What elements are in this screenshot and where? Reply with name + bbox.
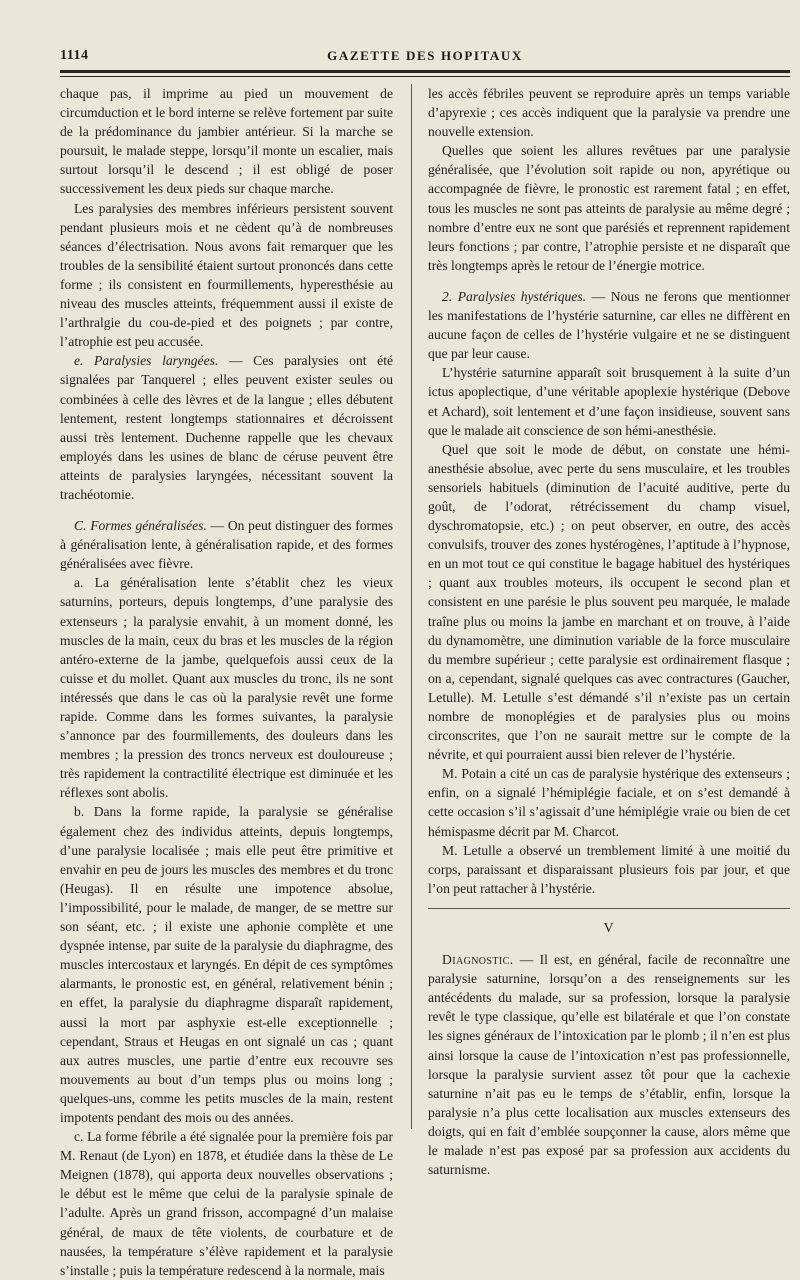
header-rule-thick <box>60 70 790 73</box>
paragraph: 2. Paralysies hystériques. — Nous ne ferons que mentionner les manifestations de l’hystérie saturnine, car elles ne diffèrent en aucune façon de celles de l’hystérie vulgaire et ne se distinguent que par leur cause. <box>428 288 790 362</box>
paragraph: chaque pas, il imprime au pied un mouvement de circumduction et le bord interne se relève fortement par suite de la prédominance du jambier antérieur. Si la marche se poursuit, le malade steppe, lorsqu’il monte un escalier, mais surtout lorsqu’il le descend ; il est obligé de poser successivement les deux pieds sur chaque marche. <box>60 86 393 197</box>
section-heading: Diagnostic. <box>442 952 514 968</box>
paragraph: e. Paralysies laryngées. — Ces paralysies ont été signalées par Tanquerel ; elles peuvent exister seules ou combinées à celle des lèvres et de la langue ; elles débutent lentement, restent longtemps stationnaires et décroissent aussi très lentement. Duchenne rappelle que les chevaux employés dans les usines de blanc de céruse peuvent être atteints de paralysies laryngées, nécessitant souvent la trachéotomie. <box>60 353 394 502</box>
page-header <box>60 44 790 68</box>
right-column <box>428 84 790 1178</box>
left-column <box>60 84 394 1278</box>
paragraph: c. La forme fébrile a été signalée pour la première fois par M. Renaut (de Lyon) en 1878, et étudiée dans la thèse de Le Meignen (1878), qui apporta deux nouvelles observations ; le début est le même que celui de la paralysie spinale de l’adulte. Après un grand frisson, accompagné d’un malaise général, de maux de tête violents, de courbature et de nausées, la température s’élève rapidement et la paralysie s’installe ; puis la température redescend à la normale, mais <box>60 1129 393 1278</box>
paragraph: b. Dans la forme rapide, la paralysie se généralise également chez des individus atteints, depuis longtemps, d’une paralysie localisée ; mais elle peut être primitive et envahir en peu de jours les muscles des membres et du tronc (Heugas). Il en résulte une impotence absolue, l’impossibilité, pour le malade, de manger, de se mettre sur son séant, etc. ; il existe une aphonie complète et une dyspnée intense, par suite de la paralysie du diaphragme, des muscles intercostaux et laryngés. En dépit de ces symptômes alarmants, le pronostic est, en général, relativement bénin ; en effet, la paralysie du diaphragme disparaît rapidement, aussi la mort par asphyxie est-elle exceptionnelle ; cependant, Straus et Heugas en ont signalé un cas ; quant aux autres muscles, une partie d’entre eux recouvre ses mouvements au bout d’un temps plus ou moins long ; quelques-uns, comme les petits muscles de la main, restent impotents pendant des mois ou des années. <box>60 804 393 1125</box>
paragraph: C. Formes généralisées. — On peut distinguer des formes à généralisation lente, à généralisation rapide, et des formes généralisées avec fièvre. <box>60 518 393 572</box>
subsection-heading: 2. Paralysies hystériques. <box>442 288 587 304</box>
journal-title: GAZETTE DES HOPITAUX <box>327 48 523 63</box>
paragraph: Quel que soit le mode de début, on constate une hémi-anesthésie absolue, avec perte du sens musculaire, et les troubles sensoriels habituels (diminution de l’acuité auditive, perte du goût, de l’odorat, rétrécissement du champ visuel, dyschromatopsie, etc.) ; on peut observer, en outre, des accès convulsifs, trouver des zones hystérogènes, l’aptitude à l’hypnose, en un mot tout ce qui constitue le bagage habituel des hystériques ; quant aux troubles moteurs, ils occupent le second plan et consistent en une parésie le plus souvent peu marquée, le malade traîne plus ou moins la jambe en marchant et on trouve, à l’aide du dynamomètre, une diminution variable de la force musculaire du membre supérieur ; cette paralysie est ordinairement flasque ; on a, cependant, signalé quelques cas avec contractures (Gaucher, Letulle). M. Letulle s’est démandé s’il n’existe pas un certain nombre de monoplégies et de paralysies plus ou moins circonscrites, que l’on ne saurait mettre sur le compte de la névrite, et qui pourraient aussi bien relever de l’hystérie. <box>428 441 790 763</box>
paragraph: M. Letulle a observé un tremblement limité à une moitié du corps, paraissant et disparaissant plusieurs fois par jour, et que l’on peut rattacher à l’hystérie. <box>428 842 790 896</box>
paragraph: les accès fébriles peuvent se reproduire après un temps variable d’apyrexie ; ces accès indiquent que la paralysie va prendre une nouvelle extension. <box>428 86 790 140</box>
section-break <box>428 908 790 909</box>
paragraph: Quelles que soient les allures revêtues par une paralysie généralisée, que l’évolution soit rapide ou non, apyrétique ou accompagnée de fièvre, le pronostic est rarement fatal ; en effet, tous les muscles ne sont pas atteints de paralysie au même degré ; nombre d’entre eux ne sont que parésiés et reprennent rapidement leurs fonctions ; par contre, l’atrophie persiste et ne disparaît que très longtemps après le retour de l’énergie motrice. <box>428 143 790 273</box>
paragraph: L’hystérie saturnine apparaît soit brusquement à la suite d’un ictus apoplectique, d’une véritable apoplexie hystérique (Debove et Achard), soit lentement et d’une façon insidieuse, souvent sans que le malade ait conscience de son hémi-anesthésie. <box>428 365 790 438</box>
column-divider <box>411 84 412 1129</box>
paragraph: a. La généralisation lente s’établit chez les vieux saturnins, porteurs, depuis longtemps, d’une paralysie des extenseurs ; la paralysie envahit, à un moment donné, les muscles de la main, ceux du bras et les muscles de la région antéro-externe de la jambe, quelquefois aussi ceux de la cuisse et du mollet. Quant aux muscles du tronc, ils ne sont intéressés que dans le cas où la paralysie revêt une forme rapide. Comme dans les formes suivantes, la paralysie s’annonce par des fourmillements, des douleurs dans les membres ; la pression des troncs nerveux est douloureuse ; très rapidement la contractilité électrique est diminuée et les réflexes sont abolis. <box>60 575 393 801</box>
subsection-heading: C. Formes généralisées. <box>74 518 207 534</box>
page-number: 1114 <box>60 48 89 63</box>
paragraph: Diagnostic. — Il est, en général, facile de reconnaître une paralysie saturnine, lorsqu’on a des renseignements sur les antécédents du malade, sur sa profession, lorsque la paralysie revêt le type classique, qu’elle est bilatérale et que l’on constate les signes généraux de l’intoxication par le plomb ; il n’en est plus ainsi lorsque la cause de l’intoxication n’est pas professionnelle, lorsque la paralysie survient assez tôt pour que la cachexie saturnine n’ait pas eu le temps de s’établir, enfin, lorsque la paralysie n’a plus cette localisation aux muscles extenseurs des doigts, qui en fait d’emblée soupçonner la cause, alors même que le malade n’est pas exposé par sa profession aux accidents du saturnisme. <box>428 952 790 1178</box>
header-rule-thin <box>60 76 790 77</box>
subsection-heading: e. Paralysies laryngées. <box>74 353 219 369</box>
paragraph: M. Potain a cité un cas de paralysie hystérique des extenseurs ; enfin, on a signalé l’hémiplégie faciale, et on s’est demandé à cette occasion s’il s’agissait d’une hémiplégie vraie ou bien de cet hémispasme décrit par M. Charcot. <box>428 766 790 839</box>
paragraph: Les paralysies des membres inférieurs persistent souvent pendant plusieurs mois et ne cèdent qu’à de nombreuses séances d’électrisation. Nous avons fait remarquer que les troubles de la sensibilité étaient surtout prononcés dans cette forme ; ils consistent en fourmillements, hyperesthésie au niveau des muscles atteints, fréquemment aussi il existe de l’arthralgie du cou-de-pied et des poignets ; par contre, l’atrophie est peu accusée. <box>60 200 393 350</box>
divider <box>428 908 790 909</box>
section-number: V <box>603 920 615 936</box>
